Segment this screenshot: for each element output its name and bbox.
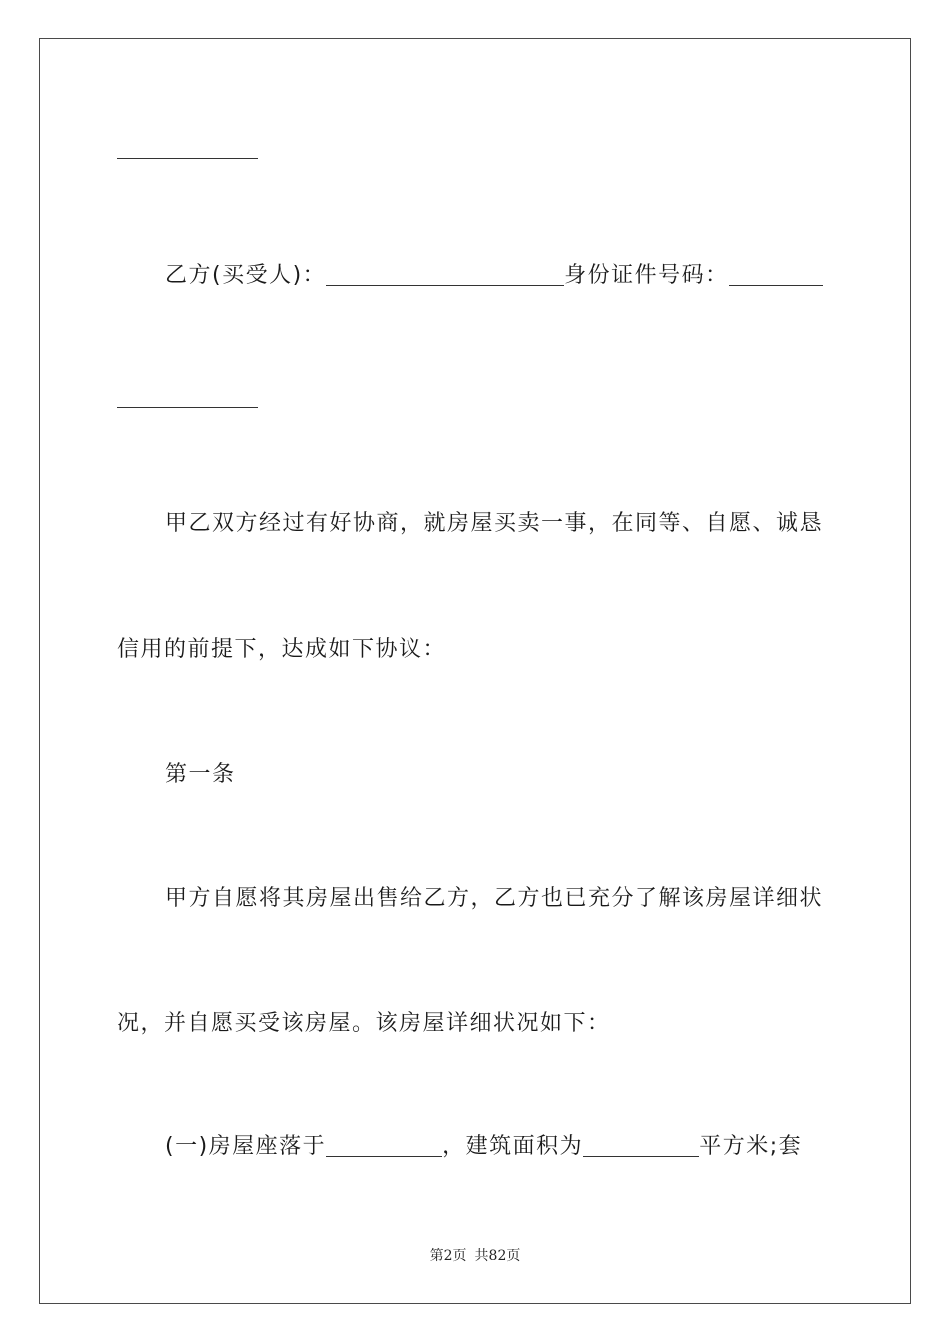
party-b-line (117, 258, 835, 294)
item-1-suffix: 平方米;套 (699, 1134, 803, 1159)
page-current: 第2页 (429, 1248, 467, 1264)
party-b-id-label: 身份证件号码： (564, 263, 729, 288)
paragraph-1-line-1: 甲乙双方经过有好协商，就房屋买卖一事，在同等、自愿、诚恳 (165, 511, 824, 536)
page-border (39, 38, 911, 1304)
party-b-name-blank[interactable] (326, 261, 564, 286)
page-footer (0, 1245, 950, 1265)
location-blank[interactable] (326, 1132, 442, 1157)
area-blank[interactable] (583, 1132, 699, 1157)
article-1-title: 第一条 (165, 762, 236, 787)
paragraph-2-line-1: 甲方自愿将其房屋出售给乙方，乙方也已充分了解该房屋详细状 (165, 886, 824, 911)
item-1-mid: ，建筑面积为 (442, 1134, 584, 1159)
blank-line-continuation-top (117, 158, 258, 159)
paragraph-2-line-2: 况，并自愿买受该房屋。该房屋详细状况如下： (117, 1011, 611, 1036)
party-b-id-blank[interactable] (729, 261, 823, 286)
item-1-line (117, 1129, 835, 1165)
paragraph-1-line-2: 信用的前提下，达成如下协议： (117, 637, 447, 662)
page-total: 共82页 (474, 1248, 521, 1264)
blank-line-continuation-id (117, 407, 258, 408)
party-b-label: 乙方(买受人)： (165, 263, 327, 288)
item-1-prefix: (一)房屋座落于 (165, 1134, 327, 1159)
